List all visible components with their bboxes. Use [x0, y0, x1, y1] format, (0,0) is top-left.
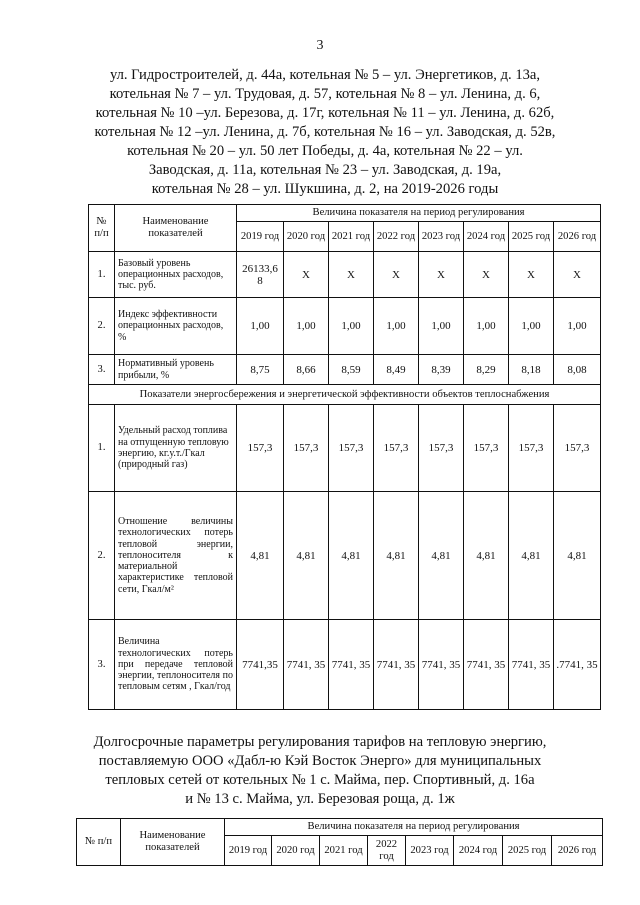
cell-value: 7741, 35 — [509, 620, 554, 710]
year-header: 2019 год — [225, 836, 272, 866]
cell-value: 8,75 — [237, 355, 284, 385]
cell-value: 7741, 35 — [419, 620, 464, 710]
row-no: 3. — [89, 355, 115, 385]
cell-value: 1,00 — [374, 298, 419, 355]
cell-value: 157,3 — [509, 405, 554, 492]
header-name: Наименование показателей — [121, 819, 225, 866]
parameters-table-2 — [76, 818, 603, 866]
cell-value: Х — [464, 252, 509, 298]
cell-value: 4,81 — [419, 492, 464, 620]
row-name: Индекс эффективности операционных расходов, % — [115, 298, 237, 355]
header-period: Величина показателя на период регулирования — [237, 205, 601, 222]
header-no: № п/п — [89, 205, 115, 252]
year-header: 2025 год — [503, 836, 552, 866]
cell-value: 157,3 — [237, 405, 284, 492]
cell-value: 7741, 35 — [464, 620, 509, 710]
section-heading — [60, 733, 580, 809]
section-title: Показатели энергосбережения и энергетической эффективности объектов теплоснабжения — [89, 385, 601, 405]
cell-value: Х — [554, 252, 601, 298]
row-name: Величина технологических потерь при передаче тепловой энергии, теплоносителя по тепловым сетям , Гкал/год — [115, 620, 237, 710]
cell-value: 157,3 — [329, 405, 374, 492]
heading-line: котельная № 12 –ул. Ленина, д. 7б, котельная № 16 – ул. Заводская, д. 52в, — [94, 124, 556, 140]
cell-value: 4,81 — [509, 492, 554, 620]
header-name: Наименование показателей — [115, 205, 237, 252]
cell-value: 4,81 — [464, 492, 509, 620]
cell-value: 7741,35 — [237, 620, 284, 710]
heading-line: котельная № 10 –ул. Березова, д. 17г, котельная № 11 – ул. Ленина, д. 62б, — [95, 105, 555, 121]
cell-value: .7741, 35 — [554, 620, 601, 710]
cell-value: 7741, 35 — [329, 620, 374, 710]
heading-line: котельная № 28 – ул. Шукшина, д. 2, на 2019-2026 годы — [151, 181, 499, 197]
cell-value: 1,00 — [509, 298, 554, 355]
cell-value: 1,00 — [464, 298, 509, 355]
year-header: 2021 год — [320, 836, 368, 866]
table-row — [89, 492, 601, 620]
table-row — [89, 355, 601, 385]
year-header: 2020 год — [272, 836, 320, 866]
cell-value: 26133,6 8 — [237, 252, 284, 298]
row-no: 2. — [89, 298, 115, 355]
cell-value: 1,00 — [329, 298, 374, 355]
cell-value: 4,81 — [237, 492, 284, 620]
cell-value: 8,66 — [284, 355, 329, 385]
table-row — [89, 405, 601, 492]
cell-value: 1,00 — [237, 298, 284, 355]
cell-value: 4,81 — [374, 492, 419, 620]
year-header: 2024 год — [454, 836, 503, 866]
row-name: Удельный расход топлива на отпущенную тепловую энергию, кг.у.т./Гкал (природный газ) — [115, 405, 237, 492]
cell-value: 4,81 — [329, 492, 374, 620]
year-header: 2023 год — [406, 836, 454, 866]
cell-value: 8,59 — [329, 355, 374, 385]
cell-value: 8,29 — [464, 355, 509, 385]
year-header: 2022 год — [368, 836, 406, 866]
cell-value: Х — [509, 252, 554, 298]
year-header: 2024 год — [464, 222, 509, 252]
header-period: Величина показателя на период регулирования — [225, 819, 603, 836]
table-row — [89, 620, 601, 710]
document-heading — [80, 66, 570, 199]
cell-value: 4,81 — [284, 492, 329, 620]
heading-line: и № 13 с. Майма, ул. Березовая роща, д. 1ж — [185, 791, 455, 807]
cell-value: Х — [329, 252, 374, 298]
year-header: 2020 год — [284, 222, 329, 252]
cell-value: 1,00 — [419, 298, 464, 355]
cell-value: 157,3 — [374, 405, 419, 492]
year-header: 2025 год — [509, 222, 554, 252]
cell-value: 157,3 — [464, 405, 509, 492]
cell-value: 7741, 35 — [374, 620, 419, 710]
cell-value: 1,00 — [284, 298, 329, 355]
table-row — [89, 252, 601, 298]
parameters-table — [88, 204, 601, 710]
year-header: 2021 год — [329, 222, 374, 252]
cell-value: 157,3 — [284, 405, 329, 492]
header-no: № п/п — [77, 819, 121, 866]
heading-line: котельная № 20 – ул. 50 лет Победы, д. 4а, котельная № 22 – ул. — [127, 143, 523, 159]
year-header: 2026 год — [552, 836, 603, 866]
cell-value: 4,81 — [554, 492, 601, 620]
row-no: 1. — [89, 252, 115, 298]
heading-line: Долгосрочные параметры регулирования тарифов на тепловую энергию, — [93, 734, 547, 750]
year-header: 2019 год — [237, 222, 284, 252]
table-row — [89, 298, 601, 355]
heading-line: Заводская, д. 11а, котельная № 23 – ул. Заводская, д. 19а, — [148, 162, 502, 178]
cell-value: 8,18 — [509, 355, 554, 385]
page-number: 3 — [316, 38, 324, 53]
cell-value: 7741, 35 — [284, 620, 329, 710]
cell-value: Х — [284, 252, 329, 298]
heading-line: котельная № 7 – ул. Трудовая, д. 57, котельная № 8 – ул. Ленина, д. 6, — [109, 86, 541, 102]
cell-value: Х — [374, 252, 419, 298]
heading-line: поставляемую ООО «Дабл-ю Кэй Восток Энерго» для муниципальных — [98, 753, 542, 769]
year-header: 2023 год — [419, 222, 464, 252]
row-name: Базовый уровень операционных расходов, тыс. руб. — [115, 252, 237, 298]
row-no: 3. — [89, 620, 115, 710]
row-name: Отношение величины технологических потерь тепловой энергии, теплоносителя к материальной характеристике тепловой сети, Гкал/м² — [115, 492, 237, 620]
cell-value: 1,00 — [554, 298, 601, 355]
cell-value: 157,3 — [554, 405, 601, 492]
cell-value: 8,39 — [419, 355, 464, 385]
cell-value: 157,3 — [419, 405, 464, 492]
heading-line: ул. Гидростроителей, д. 44а, котельная № 5 – ул. Энергетиков, д. 13а, — [109, 67, 541, 83]
cell-value: 8,49 — [374, 355, 419, 385]
row-name: Нормативный уровень прибыли, % — [115, 355, 237, 385]
year-header: 2026 год — [554, 222, 601, 252]
cell-value: 8,08 — [554, 355, 601, 385]
row-no: 1. — [89, 405, 115, 492]
heading-line: тепловых сетей от котельных № 1 с. Майма, пер. Спортивный, д. 16а — [105, 772, 535, 788]
cell-value: Х — [419, 252, 464, 298]
row-no: 2. — [89, 492, 115, 620]
year-header: 2022 год — [374, 222, 419, 252]
